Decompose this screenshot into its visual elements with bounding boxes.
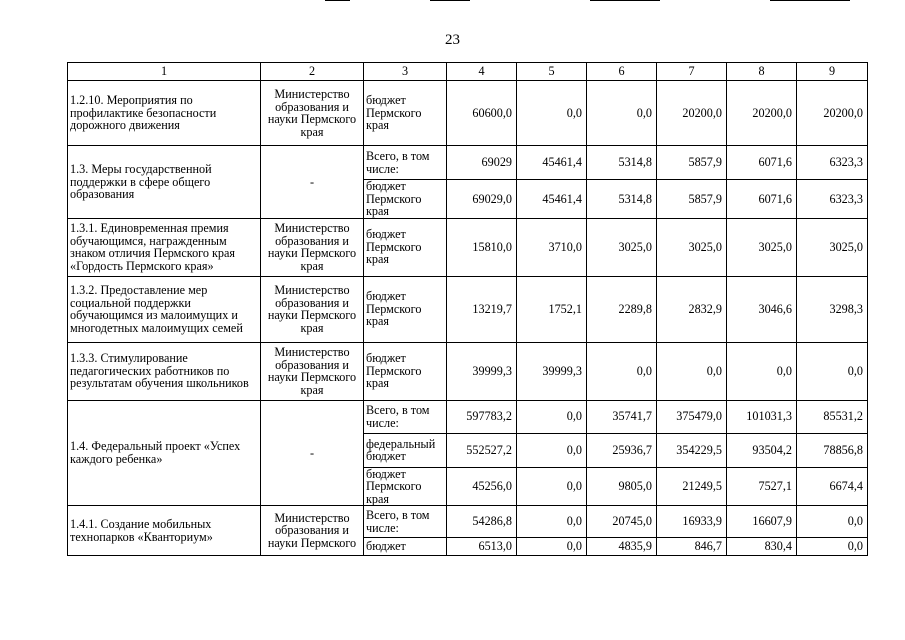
amount-cell: 6323,3 <box>797 146 868 180</box>
amount-cell: 15810,0 <box>447 218 517 276</box>
amount-cell: 25936,7 <box>587 433 657 467</box>
amount-cell: 0,0 <box>517 433 587 467</box>
funding-source-cell: Всего, в том числе: <box>364 506 447 538</box>
amount-cell: 0,0 <box>797 538 868 556</box>
amount-cell: 9805,0 <box>587 467 657 506</box>
amount-cell: 4835,9 <box>587 538 657 556</box>
amount-cell: 5314,8 <box>587 180 657 219</box>
amount-cell: 0,0 <box>797 506 868 538</box>
amount-cell: 2832,9 <box>657 276 727 342</box>
amount-cell: 846,7 <box>657 538 727 556</box>
amount-cell: 93504,2 <box>727 433 797 467</box>
amount-cell: 6674,4 <box>797 467 868 506</box>
column-header: 8 <box>727 63 797 81</box>
amount-cell: 3025,0 <box>657 218 727 276</box>
funding-source-cell: бюджет Пермского края <box>364 180 447 219</box>
amount-cell: 830,4 <box>727 538 797 556</box>
amount-cell: 20200,0 <box>727 81 797 146</box>
column-header: 2 <box>261 63 364 81</box>
amount-cell: 69029 <box>447 146 517 180</box>
amount-cell: 3298,3 <box>797 276 868 342</box>
scan-mark <box>770 0 850 1</box>
amount-cell: 101031,3 <box>727 400 797 433</box>
column-header: 4 <box>447 63 517 81</box>
amount-cell: 21249,5 <box>657 467 727 506</box>
funding-source-cell: Всего, в том числе: <box>364 400 447 433</box>
executor-cell: - <box>261 146 364 219</box>
table-row <box>68 146 868 180</box>
executor-cell: - <box>261 400 364 506</box>
page-margin <box>0 571 905 640</box>
table-row <box>68 400 868 433</box>
column-header: 6 <box>587 63 657 81</box>
amount-cell: 3710,0 <box>517 218 587 276</box>
amount-cell: 6513,0 <box>447 538 517 556</box>
funding-source-cell: федеральный бюджет <box>364 433 447 467</box>
executor-cell: Министерство образования и науки Пермского края <box>261 81 364 146</box>
amount-cell: 39999,3 <box>447 342 517 400</box>
amount-cell: 20200,0 <box>657 81 727 146</box>
amount-cell: 0,0 <box>727 342 797 400</box>
funding-source-cell: бюджет <box>364 538 447 556</box>
amount-cell: 6071,6 <box>727 180 797 219</box>
amount-cell: 2289,8 <box>587 276 657 342</box>
amount-cell: 45461,4 <box>517 180 587 219</box>
column-header: 1 <box>68 63 261 81</box>
scan-mark <box>325 0 350 1</box>
amount-cell: 0,0 <box>517 81 587 146</box>
executor-cell: Министерство образования и науки Пермского края <box>261 342 364 400</box>
amount-cell: 39999,3 <box>517 342 587 400</box>
scan-mark <box>590 0 660 1</box>
amount-cell: 0,0 <box>517 538 587 556</box>
amount-cell: 0,0 <box>657 342 727 400</box>
column-header: 5 <box>517 63 587 81</box>
amount-cell: 35741,7 <box>587 400 657 433</box>
table-row <box>68 506 868 538</box>
amount-cell: 16607,9 <box>727 506 797 538</box>
table-row <box>68 276 868 342</box>
amount-cell: 5857,9 <box>657 146 727 180</box>
funding-source-cell: бюджет Пермского края <box>364 218 447 276</box>
funding-source-cell: Всего, в том числе: <box>364 146 447 180</box>
executor-cell: Министерство образования и науки Пермского края <box>261 218 364 276</box>
budget-table <box>67 62 868 556</box>
event-name-cell: 1.3.2. Предоставление мер социальной поддержки обучающимся из малоимущих и многодетных малоимущих семей <box>68 276 261 342</box>
column-header: 7 <box>657 63 727 81</box>
amount-cell: 0,0 <box>587 81 657 146</box>
amount-cell: 3025,0 <box>797 218 868 276</box>
amount-cell: 20745,0 <box>587 506 657 538</box>
amount-cell: 1752,1 <box>517 276 587 342</box>
amount-cell: 69029,0 <box>447 180 517 219</box>
funding-source-cell: бюджет Пермского края <box>364 81 447 146</box>
amount-cell: 354229,5 <box>657 433 727 467</box>
event-name-cell: 1.3.3. Стимулирование педагогических работников по результатам обучения школьников <box>68 342 261 400</box>
amount-cell: 6323,3 <box>797 180 868 219</box>
amount-cell: 16933,9 <box>657 506 727 538</box>
event-name-cell: 1.3. Меры государственной поддержки в сфере общего образования <box>68 146 261 219</box>
funding-source-cell: бюджет Пермского края <box>364 276 447 342</box>
amount-cell: 13219,7 <box>447 276 517 342</box>
amount-cell: 5314,8 <box>587 146 657 180</box>
amount-cell: 552527,2 <box>447 433 517 467</box>
amount-cell: 0,0 <box>517 467 587 506</box>
amount-cell: 0,0 <box>517 400 587 433</box>
amount-cell: 0,0 <box>587 342 657 400</box>
executor-cell: Министерство образования и науки Пермского <box>261 506 364 556</box>
amount-cell: 3025,0 <box>587 218 657 276</box>
amount-cell: 0,0 <box>797 342 868 400</box>
amount-cell: 3046,6 <box>727 276 797 342</box>
event-name-cell: 1.4. Федеральный проект «Успех каждого ребенка» <box>68 400 261 506</box>
executor-cell: Министерство образования и науки Пермского края <box>261 276 364 342</box>
amount-cell: 3025,0 <box>727 218 797 276</box>
event-name-cell: 1.4.1. Создание мобильных технопарков «Кванториум» <box>68 506 261 556</box>
column-header: 3 <box>364 63 447 81</box>
amount-cell: 5857,9 <box>657 180 727 219</box>
amount-cell: 85531,2 <box>797 400 868 433</box>
amount-cell: 7527,1 <box>727 467 797 506</box>
table-body <box>68 63 868 556</box>
column-header: 9 <box>797 63 868 81</box>
page-number: 23 <box>445 32 460 48</box>
amount-cell: 375479,0 <box>657 400 727 433</box>
scan-mark <box>430 0 470 1</box>
amount-cell: 0,0 <box>517 506 587 538</box>
amount-cell: 78856,8 <box>797 433 868 467</box>
event-name-cell: 1.3.1. Единовременная премия обучающимся, награжденным знаком отличия Пермского края «Гордость Пермского края» <box>68 218 261 276</box>
amount-cell: 45256,0 <box>447 467 517 506</box>
table-row <box>68 342 868 400</box>
amount-cell: 597783,2 <box>447 400 517 433</box>
funding-source-cell: бюджет Пермского края <box>364 467 447 506</box>
amount-cell: 60600,0 <box>447 81 517 146</box>
amount-cell: 54286,8 <box>447 506 517 538</box>
amount-cell: 20200,0 <box>797 81 868 146</box>
amount-cell: 45461,4 <box>517 146 587 180</box>
event-name-cell: 1.2.10. Мероприятия по профилактике безопасности дорожного движения <box>68 81 261 146</box>
funding-source-cell: бюджет Пермского края <box>364 342 447 400</box>
amount-cell: 6071,6 <box>727 146 797 180</box>
table-row <box>68 218 868 276</box>
column-header-row <box>68 63 868 81</box>
table-row <box>68 81 868 146</box>
